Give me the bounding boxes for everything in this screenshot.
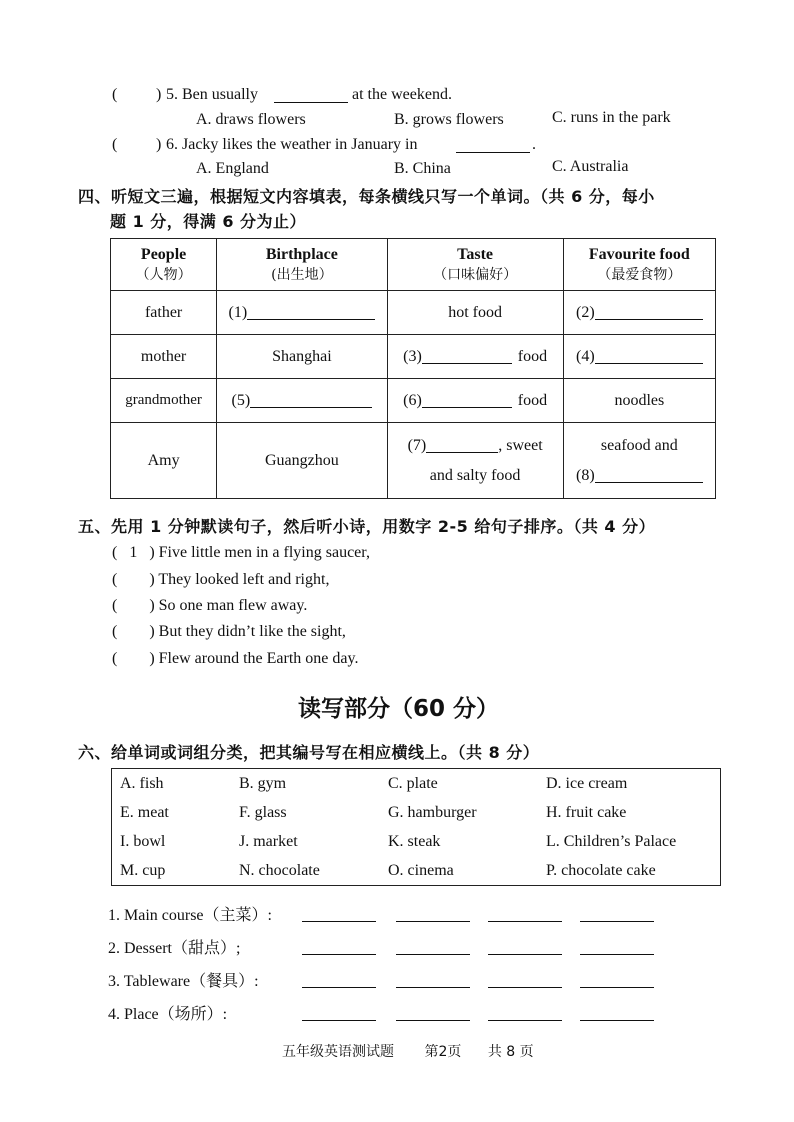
header-people xyxy=(111,239,217,291)
favourite-line1: seafood and xyxy=(600,436,678,454)
category-label: 3. Tableware（餐具）: xyxy=(108,973,259,990)
list-item xyxy=(112,650,358,668)
table-row xyxy=(111,291,716,335)
answer-blank[interactable] xyxy=(488,940,562,955)
list-item xyxy=(112,597,307,615)
answer-paren-close: ) xyxy=(149,597,155,614)
blank-number: (4) xyxy=(576,347,595,365)
option-item: K. steak xyxy=(388,833,441,850)
answer-blank[interactable] xyxy=(580,940,654,955)
section-6-title: 六、给单词或词组分类，把其编号写在相应横线上。（共 8 分） xyxy=(78,743,540,762)
answer-blank[interactable] xyxy=(488,907,562,922)
word-box xyxy=(111,768,721,886)
answer-blank[interactable] xyxy=(396,973,470,988)
list-item xyxy=(112,544,370,562)
header-zh: （口味偏好） xyxy=(433,266,518,283)
header-zh: （人物） xyxy=(135,266,192,283)
taste-suffix: food xyxy=(517,391,548,409)
option-item: F. glass xyxy=(239,804,287,821)
answer-blank[interactable] xyxy=(595,468,703,483)
answer-paren-open: ( xyxy=(112,623,118,640)
answer-paren-open: ( xyxy=(112,650,118,667)
cell-favourite[interactable] xyxy=(563,291,715,335)
header-en: Favourite food xyxy=(588,245,690,263)
option-item: I. bowl xyxy=(120,833,166,850)
answer-blank[interactable] xyxy=(580,973,654,988)
header-favourite-food xyxy=(563,239,715,291)
header-en: Taste xyxy=(457,245,494,263)
table-row xyxy=(111,379,716,423)
blank-number: (8) xyxy=(576,466,595,484)
answer-paren-open: ( xyxy=(112,571,118,588)
taste-line2: and salty food xyxy=(429,466,521,484)
list-item xyxy=(112,623,346,641)
answer-blank[interactable] xyxy=(274,88,348,103)
poem-line: So one man flew away. xyxy=(158,597,308,614)
answer-blank[interactable] xyxy=(396,1006,470,1021)
option-item: A. fish xyxy=(120,775,164,792)
cell-favourite: noodles xyxy=(563,379,715,423)
answer-blank[interactable] xyxy=(302,1006,376,1021)
cell-people: Amy xyxy=(111,423,217,499)
blank-number: (5) xyxy=(231,391,251,409)
taste-suffix: , sweet xyxy=(498,436,543,454)
answer-blank[interactable] xyxy=(396,907,470,922)
cell-taste[interactable] xyxy=(387,335,563,379)
header-en: Birthplace xyxy=(265,245,338,263)
option-item: E. meat xyxy=(120,804,169,821)
section-4-title-line1: 四、听短文三遍，根据短文内容填表，每条横线只写一个单词。（共 6 分，每小 xyxy=(78,187,655,206)
option-item: L. Children’s Palace xyxy=(546,833,677,850)
header-zh: （最爱食物） xyxy=(597,266,682,283)
answer-blank[interactable] xyxy=(250,393,372,408)
option-item: G. hamburger xyxy=(388,804,477,821)
option-a: A. draws flowers xyxy=(196,111,306,128)
poem-line: But they didn’t like the sight, xyxy=(158,623,346,640)
option-item: D. ice cream xyxy=(546,775,628,792)
answer-blank[interactable] xyxy=(302,907,376,922)
cell-favourite[interactable] xyxy=(563,335,715,379)
answer-blank[interactable] xyxy=(302,973,376,988)
cell-taste[interactable] xyxy=(387,423,563,499)
option-item: B. gym xyxy=(239,775,287,792)
table-row xyxy=(111,423,716,499)
question-stem-end: at the weekend. xyxy=(352,86,452,103)
option-a: A. England xyxy=(196,160,269,177)
blank-number: (3) xyxy=(403,347,422,365)
answer-paren-open: ( xyxy=(112,544,118,561)
blank-number: (2) xyxy=(576,303,595,321)
poem-line: Flew around the Earth one day. xyxy=(158,650,359,667)
table-row xyxy=(111,335,716,379)
answer-blank[interactable] xyxy=(488,973,562,988)
answer-paren-close: ) xyxy=(156,86,162,103)
answer-blank[interactable] xyxy=(302,940,376,955)
answer-paren-close: ) xyxy=(156,136,162,153)
poem-line: Five little men in a flying saucer, xyxy=(158,544,370,561)
section-5-title: 五、先用 1 分钟默读句子，然后听小诗，用数字 2-5 给句子排序。（共 4 分） xyxy=(78,517,656,536)
answer-blank[interactable] xyxy=(580,1006,654,1021)
answer-blank[interactable] xyxy=(595,349,703,364)
option-item: O. cinema xyxy=(388,862,454,879)
question-stem: 5. Ben usually xyxy=(166,86,258,103)
option-item: M. cup xyxy=(120,862,166,879)
taste-suffix: food xyxy=(517,347,548,365)
answer-blank[interactable] xyxy=(422,349,512,364)
header-birthplace xyxy=(217,239,387,291)
cell-taste[interactable] xyxy=(387,379,563,423)
option-c: C. Australia xyxy=(552,158,629,175)
cell-people: mother xyxy=(111,335,217,379)
footer-title: 五年级英语测试题 xyxy=(282,1044,394,1060)
answer-blank[interactable] xyxy=(456,138,530,153)
footer-page: 第2页 xyxy=(424,1044,462,1060)
option-item: J. market xyxy=(239,833,298,850)
header-zh: (出生地） xyxy=(271,266,333,283)
cell-favourite[interactable] xyxy=(563,423,715,499)
answer-paren-close: ) xyxy=(149,544,155,561)
category-label: 1. Main course（主菜）: xyxy=(108,907,272,924)
cell-birthplace[interactable] xyxy=(217,291,387,335)
option-b: B. China xyxy=(394,160,451,177)
answer-blank[interactable] xyxy=(580,907,654,922)
option-c: C. runs in the park xyxy=(552,109,671,126)
cell-people: grandmother xyxy=(111,379,217,423)
option-item: C. plate xyxy=(388,775,438,792)
option-item: N. chocolate xyxy=(239,862,320,879)
answer-paren-close: ) xyxy=(149,623,155,640)
part-title: 读写部分（60 分） xyxy=(298,696,500,722)
header-en: People xyxy=(140,245,187,263)
answer-paren-open: ( xyxy=(112,86,118,103)
question-stem: 6. Jacky likes the weather in January in xyxy=(166,136,418,153)
cell-birthplace: Guangzhou xyxy=(217,423,387,499)
answer-blank[interactable] xyxy=(595,305,703,320)
page-footer xyxy=(282,1041,534,1061)
category-label: 4. Place（场所）: xyxy=(108,1006,228,1023)
answer-blank[interactable] xyxy=(426,438,498,453)
header-taste xyxy=(387,239,563,291)
answer-paren-close: ) xyxy=(149,571,155,588)
section-4-title-line2: 题 1 分，得满 6 分为止） xyxy=(110,212,307,231)
cell-birthplace[interactable] xyxy=(217,379,387,423)
answer-paren-open: ( xyxy=(112,597,118,614)
table-header-row xyxy=(111,239,716,291)
blank-number: (7) xyxy=(407,436,427,454)
question-stem-end: . xyxy=(532,136,536,153)
answer-paren-open: ( xyxy=(112,136,118,153)
info-table xyxy=(110,238,716,499)
cell-birthplace: Shanghai xyxy=(217,335,387,379)
order-answer[interactable]: 1 xyxy=(129,544,138,561)
answer-blank[interactable] xyxy=(396,940,470,955)
option-b: B. grows flowers xyxy=(394,111,504,128)
answer-blank[interactable] xyxy=(488,1006,562,1021)
footer-total: 共 8 页 xyxy=(487,1044,534,1060)
category-label: 2. Dessert（甜点）; xyxy=(108,940,241,957)
answer-blank[interactable] xyxy=(422,393,512,408)
option-item: H. fruit cake xyxy=(546,804,627,821)
list-item xyxy=(112,571,329,589)
cell-people: father xyxy=(111,291,217,335)
answer-paren-close: ) xyxy=(149,650,155,667)
blank-number: (6) xyxy=(403,391,422,409)
blank-number: (1) xyxy=(228,303,248,321)
poem-line: They looked left and right, xyxy=(158,571,330,588)
cell-taste: hot food xyxy=(387,291,563,335)
answer-blank[interactable] xyxy=(247,305,375,320)
option-item: P. chocolate cake xyxy=(546,862,656,879)
